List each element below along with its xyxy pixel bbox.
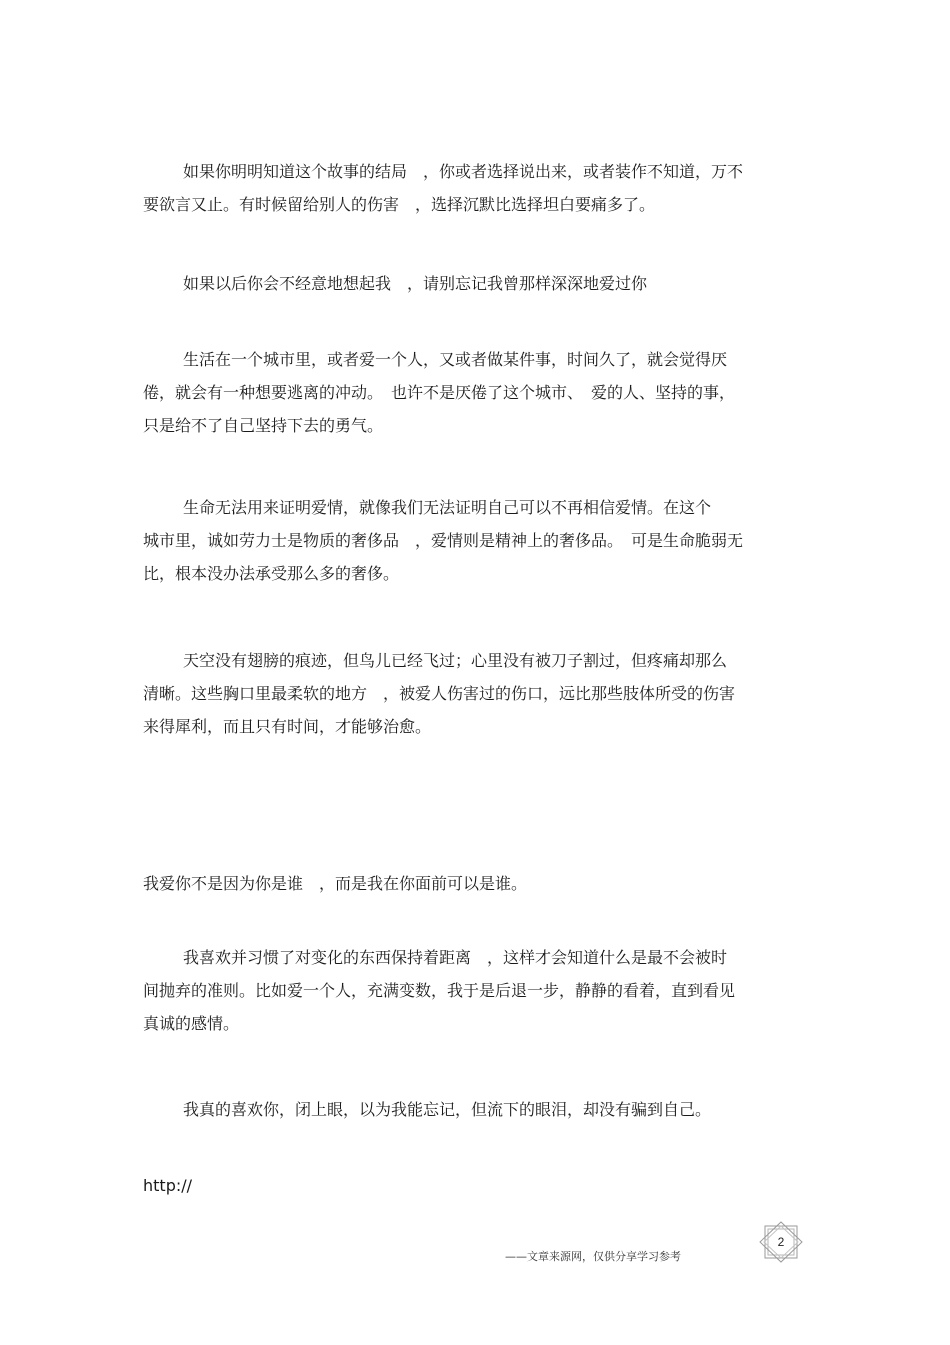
text-line: 要欲言又止。有时候留给别人的伤害 ，选择沉默比选择坦白要痛多了。	[143, 195, 656, 214]
text-line: 生命无法用来证明爱情，就像我们无法证明自己可以不再相信爱情。在这个	[183, 498, 712, 517]
paragraph-5	[143, 644, 807, 743]
text-line: 我喜欢并习惯了对变化的东西保持着距离 ，这样才会知道什么是最不会被时	[183, 948, 728, 967]
url-text: http://	[143, 1176, 193, 1195]
text-line: 我真的喜欢你，闭上眼，以为我能忘记，但流下的眼泪，却没有骗到自己。	[183, 1100, 712, 1119]
text-line: 间抛弃的准则。比如爱一个人，充满变数，我于是后退一步，静静的看着，直到看见	[143, 981, 736, 1000]
page-number: 2	[777, 1235, 785, 1249]
paragraph-9	[143, 1169, 807, 1202]
text-line: 如果你明明知道这个故事的结局 ，你或者选择说出来，或者装作不知道，万不	[183, 162, 744, 181]
paragraph-4	[143, 491, 807, 590]
paragraph-3	[143, 343, 807, 442]
page-number-badge	[758, 1221, 804, 1263]
text-line: 城市里，诚如劳力士是物质的奢侈品 ，爱情则是精神上的奢侈品。 可是生命脆弱无	[143, 531, 744, 550]
paragraph-7	[143, 941, 807, 1040]
text-line: 倦，就会有一种想要逃离的冲动。 也许不是厌倦了这个城市、 爱的人、坚持的事，	[143, 383, 736, 402]
text-line: 生活在一个城市里，或者爱一个人，又或者做某件事，时间久了，就会觉得厌	[183, 350, 728, 369]
footer-source-note: ——文章来源网，仅供分享学习参考	[505, 1250, 681, 1263]
paragraph-8	[143, 1093, 807, 1126]
text-line: 真诚的感情。	[143, 1014, 240, 1033]
text-line: 比，根本没办法承受那么多的奢侈。	[143, 564, 400, 583]
text-line: 来得犀利，而且只有时间，才能够治愈。	[143, 717, 432, 736]
paragraph-2	[143, 267, 807, 300]
paragraph-6	[143, 867, 807, 900]
text-line: 我爱你不是因为你是谁 ，而是我在你面前可以是谁。	[143, 874, 528, 893]
text-line: 清晰。这些胸口里最柔软的地方 ，被爱人伤害过的伤口，远比那些肢体所受的伤害	[143, 684, 736, 703]
text-line: 如果以后你会不经意地想起我 ，请别忘记我曾那样深深地爱过你	[183, 274, 648, 293]
text-line: 天空没有翅膀的痕迹，但鸟儿已经飞过；心里没有被刀子割过，但疼痛却那么	[183, 651, 728, 670]
paragraph-1	[143, 155, 847, 221]
text-line: 只是给不了自己坚持下去的勇气。	[143, 416, 384, 435]
